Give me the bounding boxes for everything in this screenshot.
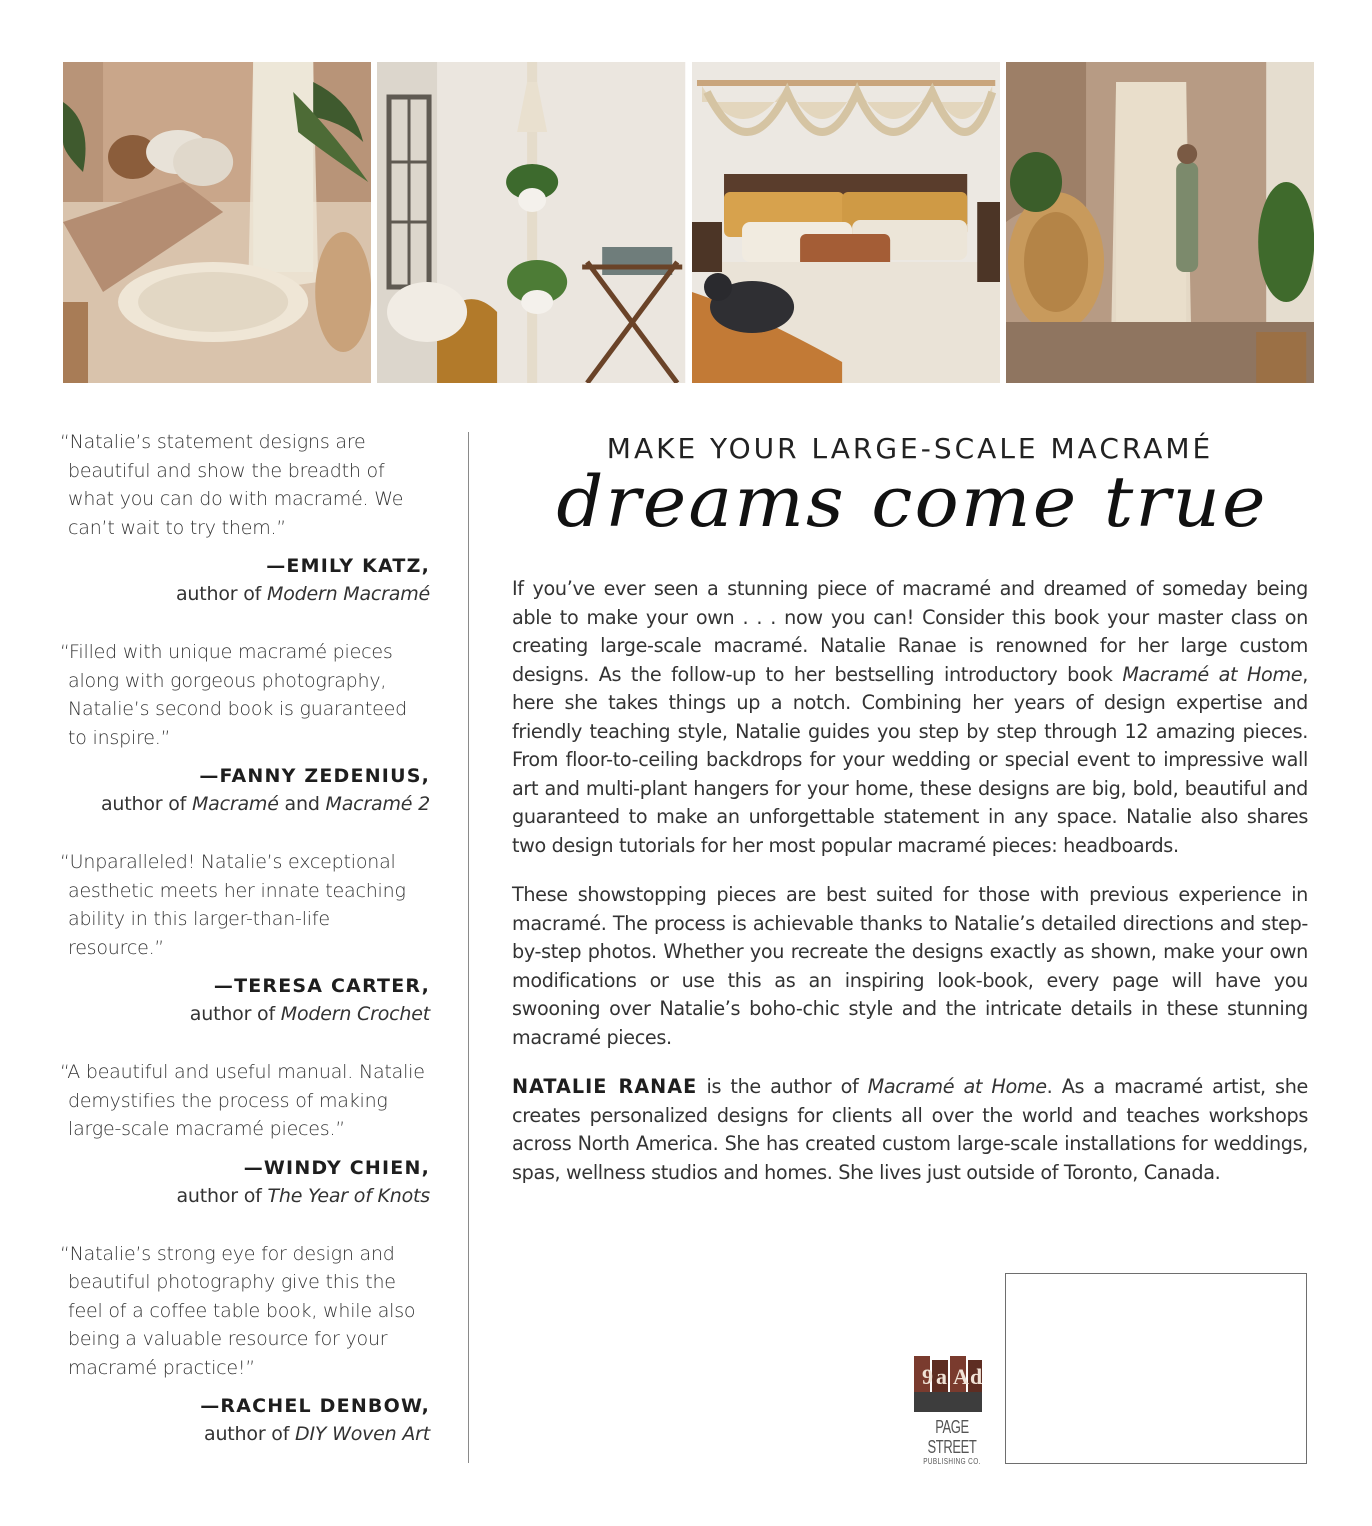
praise-author-name: —FANNY ZEDENIUS, <box>199 765 430 787</box>
photo-strip <box>63 62 1314 383</box>
author-bio: NATALIE RANAE is the author of Macramé at Home. As a macramé artist, she creates personalized designs for clients all over the world and teaches workshops across North America. She has created custom large-scale installations for weddings, spas, wellness studios and homes. She lives just outside of Toronto, Canada. <box>512 1075 1308 1184</box>
publisher-line-1: PAGE STREET <box>927 1417 977 1457</box>
praise-item <box>60 1240 430 1449</box>
svg-text:d: d <box>970 1364 983 1389</box>
praise-item <box>60 1058 430 1210</box>
barcode-box <box>1005 1273 1307 1464</box>
description-paragraph-2: These showstopping pieces are best suited for those with previous experience in macramé. The process is achievable thanks to Natalie’s detailed directions and step-by-step photos. Whether you recreate the designs exactly as shown, make your own modifications or use this as an inspiring look-book, every page will have you swooning over Natalie’s boho-chic style and the intricate details in these stunning macramé pieces. <box>512 883 1308 1049</box>
publisher-line-2: PUBLISHING CO. <box>923 1457 981 1466</box>
praise-quote: “A beautiful and useful manual. Natalie demystifies the process of making large-scale macramé pieces.” <box>60 1061 425 1140</box>
publisher-logo <box>910 1354 994 1466</box>
praise-quote: “Natalie’s strong eye for design and beautiful photography give this the feel of a coffee table book, while also being a valuable resource for your macramé practice!” <box>60 1242 416 1379</box>
praise-item <box>60 638 430 818</box>
praise-attribution <box>60 1154 430 1210</box>
praise-author-name: —EMILY KATZ, <box>266 555 430 577</box>
photo-plant-hanger <box>377 62 685 383</box>
photo-curtain-room <box>1006 62 1314 383</box>
praise-author-name: —WINDY CHIEN, <box>243 1156 430 1179</box>
praise-column <box>60 428 430 1478</box>
praise-author-name: —TERESA CARTER, <box>213 975 430 997</box>
praise-author-role: author of Macramé and Macramé 2 <box>100 793 430 815</box>
praise-quote: “Filled with unique macramé pieces along with gorgeous photography, Natalie’s second book is guaranteed to inspire.” <box>60 641 408 749</box>
praise-attribution <box>60 762 430 818</box>
praise-attribution <box>60 1392 430 1448</box>
praise-author-role: author of Modern Crochet <box>189 1003 430 1025</box>
svg-text:A: A <box>953 1364 969 1389</box>
praise-author-role: author of DIY Woven Art <box>204 1423 430 1445</box>
description-paragraph-1: If you’ve ever seen a stunning piece of macramé and dreamed of someday being able to make your own . . . now you can! Consider this book your master class on creating large-scale macramé. Natalie Ranae is renowned for her large custom designs. As the follow-up to her bestselling introductory book Macramé at Home, here she takes things up a notch. Combining her years of design expertise and friendly teaching style, Natalie guides you step by step through 12 amazing pieces. From floor-to-ceiling backdrops for your wedding or special event to impressive wall art and multi-plant hangers for your home, these designs are big, bold, beautiful and guaranteed to make an unforgettable statement in any space. Natalie also shares two design tutorials for her most popular macramé pieces: headboards. <box>512 577 1308 857</box>
book-description <box>512 575 1308 1208</box>
script-headline-text: dreams come true <box>556 464 1268 543</box>
praise-attribution <box>60 552 430 608</box>
photo-bedroom-headboard <box>692 62 1000 383</box>
praise-quote: “Unparalleled! Natalie’s exceptional aesthetic meets her innate teaching ability in this larger-than-life resource.” <box>60 851 406 959</box>
letterpress-blocks-icon <box>910 1354 984 1412</box>
svg-text:a: a <box>936 1364 947 1389</box>
praise-quote: “Natalie’s statement designs are beautiful and show the breadth of what you can do with macramé. We can’t wait to try them.” <box>60 431 404 539</box>
svg-text:9: 9 <box>922 1364 933 1389</box>
praise-attribution <box>60 972 430 1028</box>
script-headline <box>512 464 1308 564</box>
praise-item <box>60 428 430 608</box>
photo-room-rug <box>63 62 371 383</box>
publisher-name <box>910 1417 994 1467</box>
column-divider <box>468 432 469 1463</box>
praise-author-role: author of Modern Macramé <box>175 583 430 605</box>
praise-author-name: —RACHEL DENBOW, <box>200 1395 430 1417</box>
praise-item <box>60 848 430 1028</box>
praise-author-role: author of The Year of Knots <box>176 1184 430 1207</box>
cover-heading: MAKE YOUR LARGE-SCALE MACRAMÉ <box>606 432 1214 465</box>
